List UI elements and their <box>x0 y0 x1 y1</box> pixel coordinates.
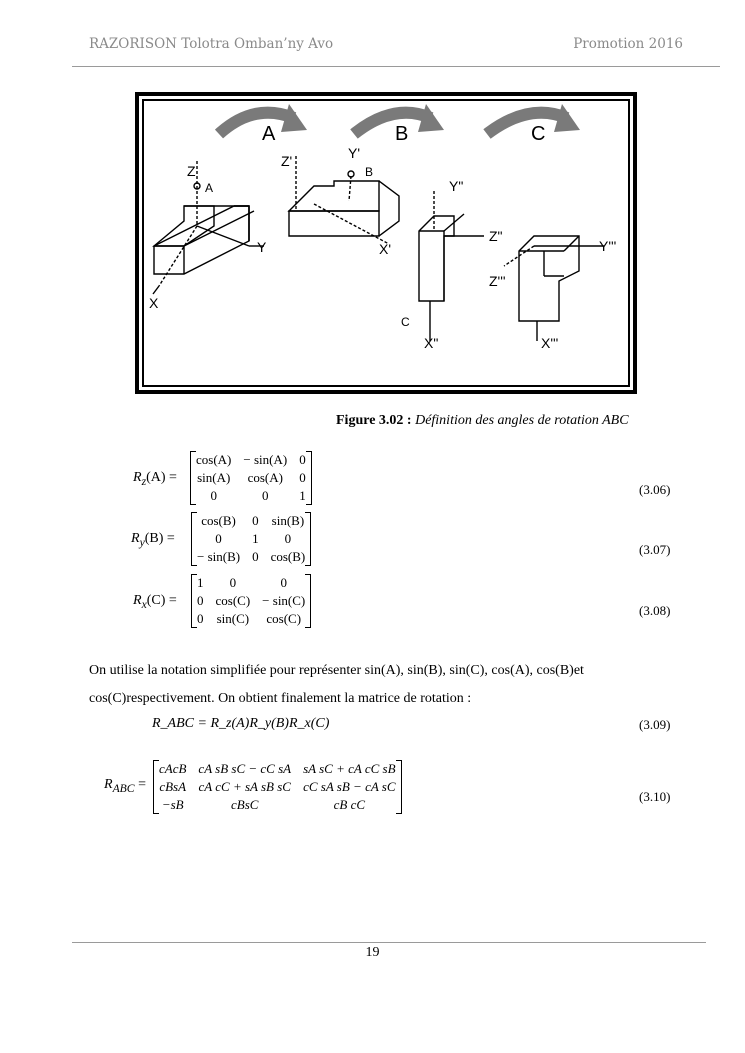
eq-310-label: (3.10) <box>639 789 671 804</box>
eq-308-matrix: 1 0 0 0 cos(C) − sin(C) 0 sin(C) cos(C) <box>191 574 311 628</box>
paragraph-line-1: On utilise la notation simplifiée pour représenter sin(A), sin(B), sin(C), cos(A), cos(B)et <box>89 663 584 678</box>
axis-y-double: Y" <box>449 178 464 194</box>
rotation-label-b: B <box>395 123 409 145</box>
header-author: RAZORISON Tolotra Omban’ny Avo <box>89 36 334 52</box>
rotation-figure <box>135 92 637 394</box>
axis-b: B <box>365 165 374 179</box>
eq-306-label: (3.06) <box>639 482 671 497</box>
axis-z-double: Z" <box>489 228 503 244</box>
axis-x-prime: X' <box>379 241 392 257</box>
axis-z-triple: Z''' <box>489 273 506 289</box>
eq-310-lhs: $R_{ABC}$ = <box>104 777 146 795</box>
header-promotion: Promotion 2016 <box>573 36 683 52</box>
axis-x-triple: X''' <box>541 335 559 351</box>
axis-y-prime: Y' <box>348 145 361 161</box>
page-number: 19 <box>365 945 380 960</box>
caption-prefix: Figure 3.02 : <box>336 413 412 428</box>
axis-x: X <box>149 295 159 311</box>
caption-text: Définition des angles de rotation ABC <box>415 413 629 428</box>
eq-308-label: (3.08) <box>639 603 671 618</box>
axis-x-double: X" <box>424 335 439 351</box>
axis-z-prime: Z' <box>281 153 293 169</box>
footer-divider <box>72 942 706 943</box>
eq-307-matrix: cos(B) 0 sin(B) 0 1 0 − sin(B) 0 cos(B) <box>191 512 311 566</box>
rotation-label-a: A <box>262 123 276 145</box>
axis-c: C <box>401 315 410 329</box>
axis-a: A <box>205 181 214 195</box>
axis-y: Y <box>257 239 267 255</box>
eq-307-lhs: $R_y(B)$ = <box>131 531 175 549</box>
eq-309-label: (3.09) <box>639 717 671 732</box>
header-divider <box>72 66 720 67</box>
eq-309-expression: R_ABC = R_z(A)R_y(B)R_x(C) <box>152 716 330 731</box>
rotation-label-c: C <box>531 123 546 145</box>
eq-308-lhs: $R_x(C)$ = <box>133 593 177 611</box>
eq-306-lhs: $R_z(A)$ = <box>133 470 177 488</box>
eq-306-matrix: cos(A) − sin(A) 0 sin(A) cos(A) 0 0 0 1 <box>190 451 312 505</box>
eq-307-label: (3.07) <box>639 542 671 557</box>
block-3 <box>419 191 484 341</box>
axis-z: Z <box>187 163 196 179</box>
block-4 <box>504 236 604 341</box>
rotation-diagram <box>139 96 633 390</box>
figure-caption <box>336 413 629 429</box>
block-2 <box>289 156 399 244</box>
axis-y-triple: Y''' <box>599 238 617 254</box>
paragraph-line-2: cos(C)respectivement. On obtient finalement la matrice de rotation : <box>89 691 472 706</box>
eq-310-matrix: cAcB cA sB sC − cC sA sA sC + cA cC sB cBsA cA cC + sA sB sC cC sA sB − cA sC −sB cBsC cB cC <box>153 760 402 814</box>
